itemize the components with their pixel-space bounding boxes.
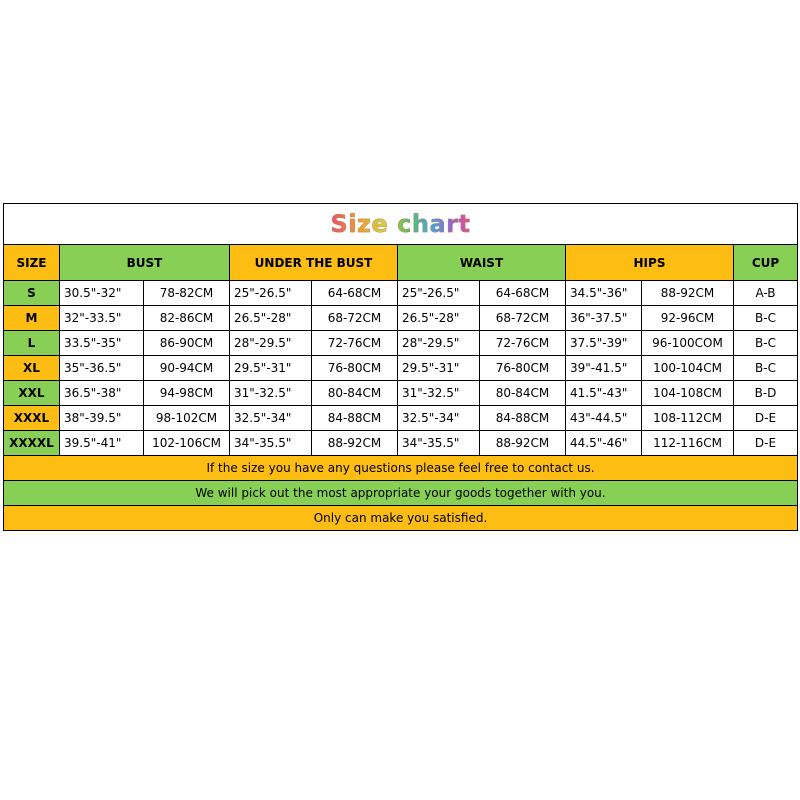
- cell-under-cm: 68-72CM: [312, 306, 398, 331]
- table-row: [4, 306, 798, 331]
- header-hips: HIPS: [566, 245, 734, 281]
- cell-bust-cm: 90-94CM: [144, 356, 230, 381]
- cell-hips-in: 41.5"-43": [566, 381, 642, 406]
- cell-cup: D-E: [734, 406, 798, 431]
- cell-cup: B-C: [734, 331, 798, 356]
- chart-title: Size chart: [330, 210, 471, 238]
- table-row: [4, 431, 798, 456]
- cell-cup: B-D: [734, 381, 798, 406]
- cell-cup: D-E: [734, 431, 798, 456]
- cell-hips-cm: 92-96CM: [642, 306, 734, 331]
- table-row: [4, 356, 798, 381]
- cell-bust-in: 36.5"-38": [60, 381, 144, 406]
- cell-under-in: 25"-26.5": [230, 281, 312, 306]
- cell-waist-in: 32.5"-34": [398, 406, 480, 431]
- size-label: M: [4, 306, 60, 331]
- cell-cup: B-C: [734, 306, 798, 331]
- cell-hips-in: 37.5"-39": [566, 331, 642, 356]
- cell-waist-in: 28"-29.5": [398, 331, 480, 356]
- cell-bust-in: 39.5"-41": [60, 431, 144, 456]
- cell-bust-cm: 94-98CM: [144, 381, 230, 406]
- cell-under-in: 28"-29.5": [230, 331, 312, 356]
- cell-hips-cm: 88-92CM: [642, 281, 734, 306]
- cell-waist-cm: 84-88CM: [480, 406, 566, 431]
- cell-bust-in: 38"-39.5": [60, 406, 144, 431]
- note-row: [4, 481, 798, 506]
- size-label: S: [4, 281, 60, 306]
- cell-under-cm: 84-88CM: [312, 406, 398, 431]
- note-row: [4, 506, 798, 531]
- header-row: [4, 245, 798, 281]
- header-bust: BUST: [60, 245, 230, 281]
- cell-bust-in: 35"-36.5": [60, 356, 144, 381]
- note-text: If the size you have any questions please feel free to contact us.: [4, 456, 798, 481]
- size-label: XXL: [4, 381, 60, 406]
- cell-cup: A-B: [734, 281, 798, 306]
- cell-bust-in: 30.5"-32": [60, 281, 144, 306]
- cell-bust-in: 33.5"-35": [60, 331, 144, 356]
- cell-waist-cm: 72-76CM: [480, 331, 566, 356]
- cell-bust-cm: 98-102CM: [144, 406, 230, 431]
- cell-waist-cm: 80-84CM: [480, 381, 566, 406]
- cell-bust-cm: 86-90CM: [144, 331, 230, 356]
- cell-waist-cm: 88-92CM: [480, 431, 566, 456]
- cell-hips-cm: 112-116CM: [642, 431, 734, 456]
- cell-waist-cm: 64-68CM: [480, 281, 566, 306]
- title-cell: [4, 204, 798, 245]
- cell-hips-in: 43"-44.5": [566, 406, 642, 431]
- cell-waist-in: 26.5"-28": [398, 306, 480, 331]
- table-row: [4, 331, 798, 356]
- size-label: L: [4, 331, 60, 356]
- note-text: Only can make you satisfied.: [4, 506, 798, 531]
- note-text: We will pick out the most appropriate your goods together with you.: [4, 481, 798, 506]
- cell-under-cm: 88-92CM: [312, 431, 398, 456]
- cell-under-cm: 64-68CM: [312, 281, 398, 306]
- cell-waist-in: 25"-26.5": [398, 281, 480, 306]
- header-cup: CUP: [734, 245, 798, 281]
- cell-under-cm: 76-80CM: [312, 356, 398, 381]
- cell-cup: B-C: [734, 356, 798, 381]
- cell-under-cm: 72-76CM: [312, 331, 398, 356]
- cell-waist-cm: 68-72CM: [480, 306, 566, 331]
- size-label: XL: [4, 356, 60, 381]
- cell-under-in: 32.5"-34": [230, 406, 312, 431]
- size-label: XXXXL: [4, 431, 60, 456]
- header-under-bust: UNDER THE BUST: [230, 245, 398, 281]
- cell-hips-cm: 108-112CM: [642, 406, 734, 431]
- cell-waist-in: 31"-32.5": [398, 381, 480, 406]
- header-waist: WAIST: [398, 245, 566, 281]
- cell-bust-cm: 102-106CM: [144, 431, 230, 456]
- cell-hips-in: 34.5"-36": [566, 281, 642, 306]
- cell-bust-cm: 78-82CM: [144, 281, 230, 306]
- cell-hips-in: 44.5"-46": [566, 431, 642, 456]
- cell-under-cm: 80-84CM: [312, 381, 398, 406]
- table-row: [4, 381, 798, 406]
- header-size: SIZE: [4, 245, 60, 281]
- cell-hips-cm: 100-104CM: [642, 356, 734, 381]
- cell-hips-cm: 96-100COM: [642, 331, 734, 356]
- cell-hips-in: 36"-37.5": [566, 306, 642, 331]
- cell-waist-in: 29.5"-31": [398, 356, 480, 381]
- cell-bust-cm: 82-86CM: [144, 306, 230, 331]
- cell-waist-in: 34"-35.5": [398, 431, 480, 456]
- size-chart-table: [3, 203, 798, 531]
- cell-under-in: 34"-35.5": [230, 431, 312, 456]
- size-label: XXXL: [4, 406, 60, 431]
- cell-hips-in: 39"-41.5": [566, 356, 642, 381]
- table-row: [4, 406, 798, 431]
- cell-under-in: 31"-32.5": [230, 381, 312, 406]
- cell-hips-cm: 104-108CM: [642, 381, 734, 406]
- note-row: [4, 456, 798, 481]
- cell-under-in: 29.5"-31": [230, 356, 312, 381]
- table-row: [4, 281, 798, 306]
- cell-under-in: 26.5"-28": [230, 306, 312, 331]
- cell-waist-cm: 76-80CM: [480, 356, 566, 381]
- cell-bust-in: 32"-33.5": [60, 306, 144, 331]
